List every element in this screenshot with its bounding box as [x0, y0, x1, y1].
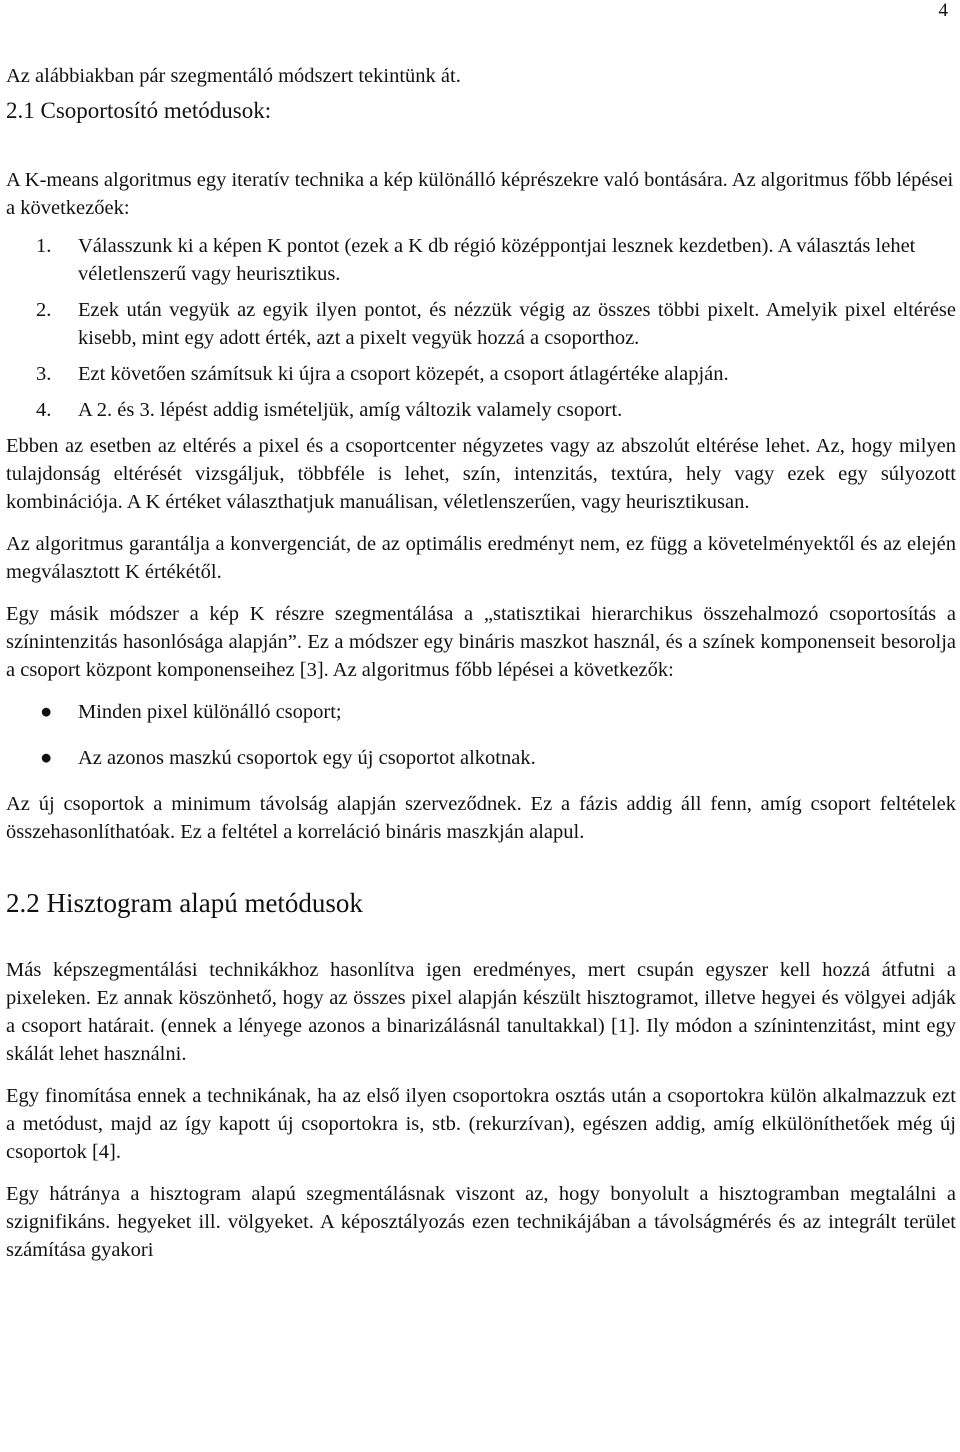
kmeans-paragraph: A K-means algoritmus egy iteratív technika a kép különálló képrészekre való bontására. Az algoritmus főbb lépései a következőek:	[6, 169, 954, 219]
convergence-paragraph: Az algoritmus garantálja a konvergenciát, de az optimális eredményt nem, ez függ a követelményektől és az elején megválasztott K értékétől.	[6, 533, 956, 583]
list-item-number: 4.	[36, 399, 52, 421]
list-item-text: Ezek után vegyük az egyik ilyen pontot, és nézzük végig az összes többi pixelt. Amelyik pixel eltérése kisebb, mint egy adott érték, azt a pixelt vegyük hozzá a csoporthoz.	[78, 299, 956, 349]
bullet-item	[6, 698, 956, 726]
difference-paragraph: Ebben az esetben az eltérés a pixel és a csoportcenter négyzetes vagy az abszolút eltérése lehet. Az, hogy milyen tulajdonság eltérését vizsgáljuk, többféle is lehet, szín, intenzitás, textúra, hely vagy ezek egy súlyozott kombinációja. A K értéket választhatjuk manuálisan, véletlenszerűen, vagy heurisztikusan.	[6, 435, 956, 513]
bullet-item	[6, 744, 956, 772]
hierarchical-method-paragraph: Egy másik módszer a kép K részre szegmentálása a „statisztikai hierarchikus összehalmozó csoportosítás a színintenzitás hasonlósága alapján”. Ez a módszer egy bináris maszkot használ, és a színek komponenseit besorolja a csoport központ komponenseihez [3]. Az algoritmus főbb lépései a következők:	[6, 603, 956, 681]
list-item-number: 1.	[36, 235, 52, 257]
list-item-number: 2.	[36, 299, 52, 321]
section-title-clustering: 2.1 Csoportosító metódusok:	[6, 98, 272, 123]
document-body	[6, 62, 956, 1264]
intro-paragraph: Az alábbiakban pár szegmentáló módszert tekintünk át.	[6, 65, 461, 87]
list-item-text: A 2. és 3. lépést addig ismételjük, amíg változik valamely csoport.	[78, 399, 623, 421]
histogram-paragraph-2: Egy finomítása ennek a technikának, ha az első ilyen csoportokra osztás után a csoportokra külön alkalmazzuk ezt a metódust, majd az így kapott új csoportokra is, stb. (rekurzívan), egészen addig, amíg elkülöníthetőek még új csoportok [4].	[6, 1085, 956, 1163]
bullet-dot-icon: ●	[40, 701, 53, 723]
bullet-dot-icon: ●	[40, 747, 53, 769]
list-item-number: 3.	[36, 363, 52, 385]
hierarchical-steps-list	[6, 698, 956, 772]
list-item-text: Ezt követően számítsuk ki újra a csoport közepét, a csoport átlagértéke alapján.	[78, 363, 729, 385]
histogram-paragraph-3: Egy hátránya a hisztogram alapú szegmentálásnak viszont az, hogy bonyolult a hisztogramban megtalálni a szignifikáns. hegyeket ill. völgyeket. A képosztályozás ezen technikájában a távolságmérés és az integrált terület számítása gyakori	[6, 1183, 956, 1261]
histogram-paragraph-1: Más képszegmentálási technikákhoz hasonlítva igen eredményes, mert csupán egyszer kell hozzá átfutni a pixeleken. Ez annak köszönhető, hogy az összes pixel alapján készült hisztogramot, illetve hegyei és völgyei adják a csoport határait. (ennek a lényege azonos a binarizálásnál tanultakkal) [1]. Ily módon a színintenzitást, mint egy skálát lehet használni.	[6, 959, 956, 1065]
list-item	[6, 296, 956, 352]
section-title-histogram: 2.2 Hisztogram alapú metódusok	[6, 888, 363, 918]
bullet-item-text: Az azonos maszkú csoportok egy új csoportot alkotnak.	[78, 747, 536, 769]
kmeans-steps-list	[6, 232, 956, 424]
list-item	[6, 396, 956, 424]
list-item-text: Válasszunk ki a képen K pontot (ezek a K db régió középpontjai lesznek kezdetben). A választás lehet véletlenszerű vagy heurisztikus.	[78, 235, 916, 285]
list-item	[6, 360, 956, 388]
bullet-item-text: Minden pixel különálló csoport;	[78, 701, 342, 723]
list-item	[6, 232, 956, 288]
page-number: 4	[938, 0, 948, 21]
new-groups-paragraph: Az új csoportok a minimum távolság alapján szerveződnek. Ez a fázis addig áll fenn, amíg csoport feltételek összehasonlíthatóak. Ez a feltétel a korreláció bináris maszkján alapul.	[6, 793, 956, 843]
